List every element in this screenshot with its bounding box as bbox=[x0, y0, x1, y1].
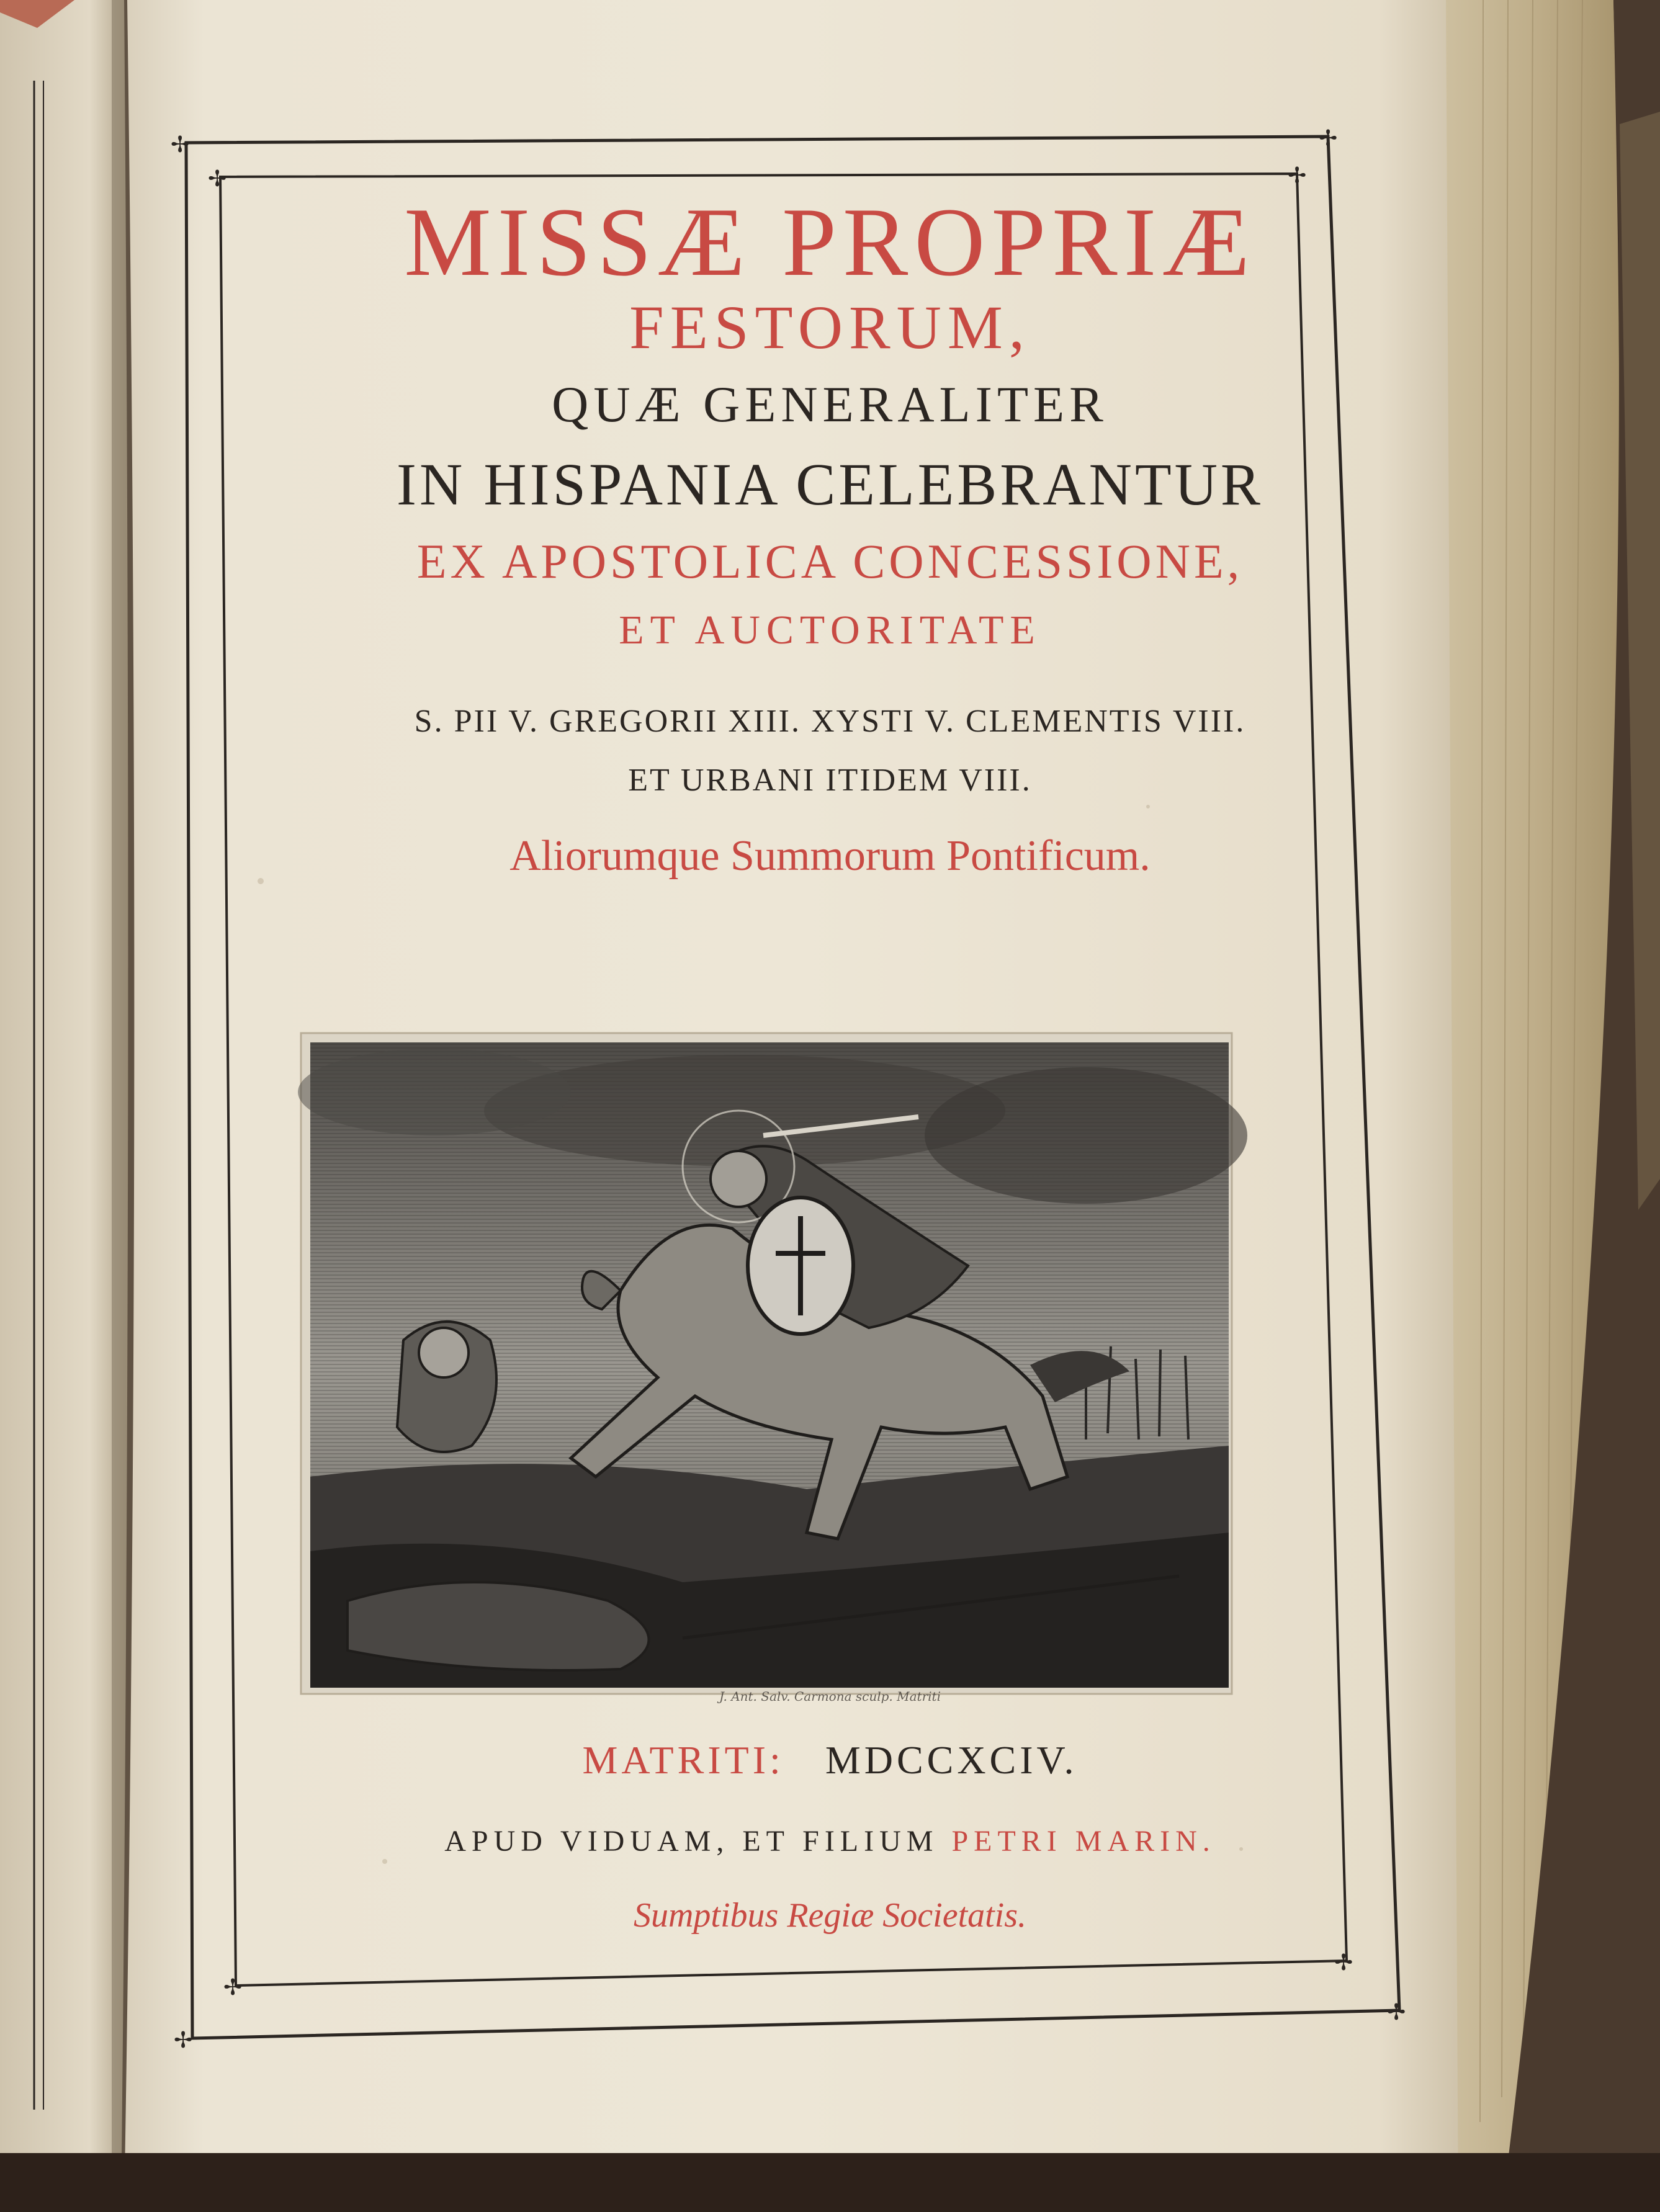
printer-prefix: APUD VIDUAM, ET FILIUM bbox=[444, 1825, 939, 1858]
title-line-1: MISSÆ PROPRIÆ bbox=[404, 188, 1256, 297]
title-line-8: ET URBANI ITIDEM VIII. bbox=[628, 763, 1032, 798]
svg-text:✢: ✢ bbox=[208, 166, 227, 192]
imprint-place: MATRITI: bbox=[582, 1738, 784, 1782]
engraving-illustration bbox=[298, 1033, 1247, 1694]
imprint-year: MDCCXCIV. bbox=[825, 1738, 1078, 1782]
title-line-9: Aliorumque Summorum Pontificum. bbox=[509, 832, 1151, 880]
title-line-7: S. PII V. GREGORII XIII. XYSTI V. CLEMENTIS VIII. bbox=[414, 704, 1246, 739]
printer-name: PETRI MARIN. bbox=[951, 1825, 1216, 1858]
svg-text:✢: ✢ bbox=[1288, 163, 1307, 189]
title-line-6: ET AUCTORITATE bbox=[619, 607, 1041, 653]
title-line-5: EX APOSTOLICA CONCESSIONE, bbox=[416, 534, 1244, 588]
imprint-sponsor: Sumptibus Regiæ Societatis. bbox=[633, 1896, 1027, 1935]
imprint-printer bbox=[0, 1824, 1660, 1858]
title-line-3: QUÆ GENERALITER bbox=[552, 376, 1108, 432]
svg-text:✢: ✢ bbox=[171, 132, 190, 158]
svg-text:✢: ✢ bbox=[1387, 2000, 1406, 2025]
svg-text:✢: ✢ bbox=[1334, 1950, 1353, 1976]
imprint-place-year bbox=[0, 1737, 1660, 1783]
svg-text:✢: ✢ bbox=[223, 1975, 243, 2000]
svg-text:✢: ✢ bbox=[1319, 126, 1338, 151]
svg-text:✢: ✢ bbox=[174, 2028, 193, 2053]
title-line-4: IN HISPANIA CELEBRANTUR bbox=[397, 451, 1263, 517]
engraving-caption: J. Ant. Salv. Carmona sculp. Matriti bbox=[719, 1689, 941, 1704]
title-line-2: FESTORUM, bbox=[629, 293, 1031, 362]
